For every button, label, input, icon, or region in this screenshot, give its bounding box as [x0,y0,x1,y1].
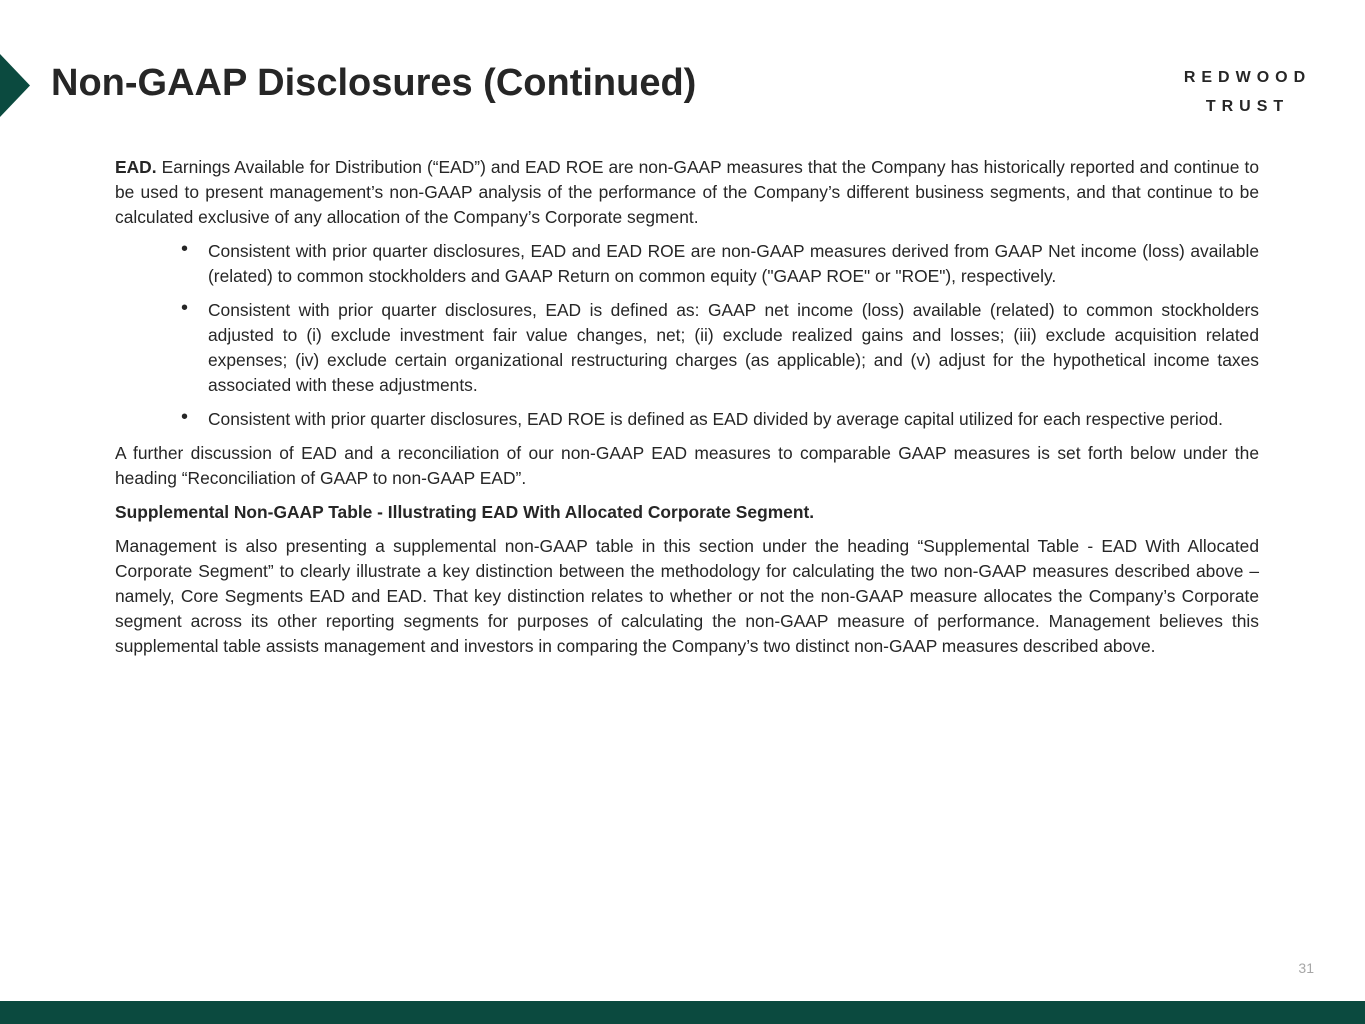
bullet-item [181,238,1259,289]
intro-label: EAD. [115,157,157,177]
bullet-item [181,297,1259,398]
supplemental-heading: Supplemental Non-GAAP Table - Illustrating EAD With Allocated Corporate Segment. [115,502,815,522]
intro-text: Earnings Available for Distribution (“EAD”) and EAD ROE are non-GAAP measures that the Company has historically reported and continue to be used to present management’s non-GAAP analysis of the performance of the Company’s different business segments, and that continue to be calculated exclusive of any allocation of the Company’s Corporate segment. [115,157,1259,227]
accent-chevron-icon [0,54,30,117]
bullet-icon: • [181,406,189,428]
footer-bar [0,1001,1365,1024]
bullet-list [115,239,1259,432]
bullet-text: Consistent with prior quarter disclosures, EAD ROE is defined as EAD divided by average capital utilized for each respective period. [208,409,1223,429]
supplemental-paragraph: Management is also presenting a supplemental non-GAAP table in this section under the heading “Supplemental Table - EAD With Allocated Corporate Segment” to clearly illustrate a key distinction between the methodology for calculating the two non-GAAP measures described above – namely, Core Segments EAD and EAD. That key distinction relates to whether or not the non-GAAP measure allocates the Company’s Corporate segment across its other reporting segments for purposes of calculating the non-GAAP measure of performance. Management believes this supplemental table assists management and investors in comparing the Company’s two distinct non-GAAP measures described above. [115,536,1259,656]
bullet-icon: • [181,297,189,319]
page-number: 31 [1298,960,1314,976]
page-title: Non-GAAP Disclosures (Continued) [51,62,697,104]
bullet-icon: • [181,238,189,260]
intro-paragraph [115,155,1259,230]
bullet-text: Consistent with prior quarter disclosures, EAD and EAD ROE are non-GAAP measures derived from GAAP Net income (loss) available (related) to common stockholders and GAAP Return on common equity ("GAAP ROE" or "ROE"), respectively. [208,241,1259,286]
further-discussion-paragraph: A further discussion of EAD and a reconciliation of our non-GAAP EAD measures to comparable GAAP measures is set forth below under the heading “Reconciliation of GAAP to non-GAAP EAD”. [115,443,1259,488]
bullet-text: Consistent with prior quarter disclosures, EAD is defined as: GAAP net income (loss) available (related) to common stockholders adjusted to (i) exclude investment fair value changes, net; (ii) exclude realized gains and losses; (iii) exclude acquisition related expenses; (iv) exclude certain organizational restructuring charges (as applicable); and (v) adjust for the hypothetical income taxes associated with these adjustments. [208,300,1259,395]
bullet-item [181,406,1259,432]
logo-line-2: TRUST [1205,98,1290,115]
redwood-trust-logo [1165,63,1330,121]
logo-line-1: REDWOOD [1183,69,1312,86]
content-body [115,155,1259,668]
